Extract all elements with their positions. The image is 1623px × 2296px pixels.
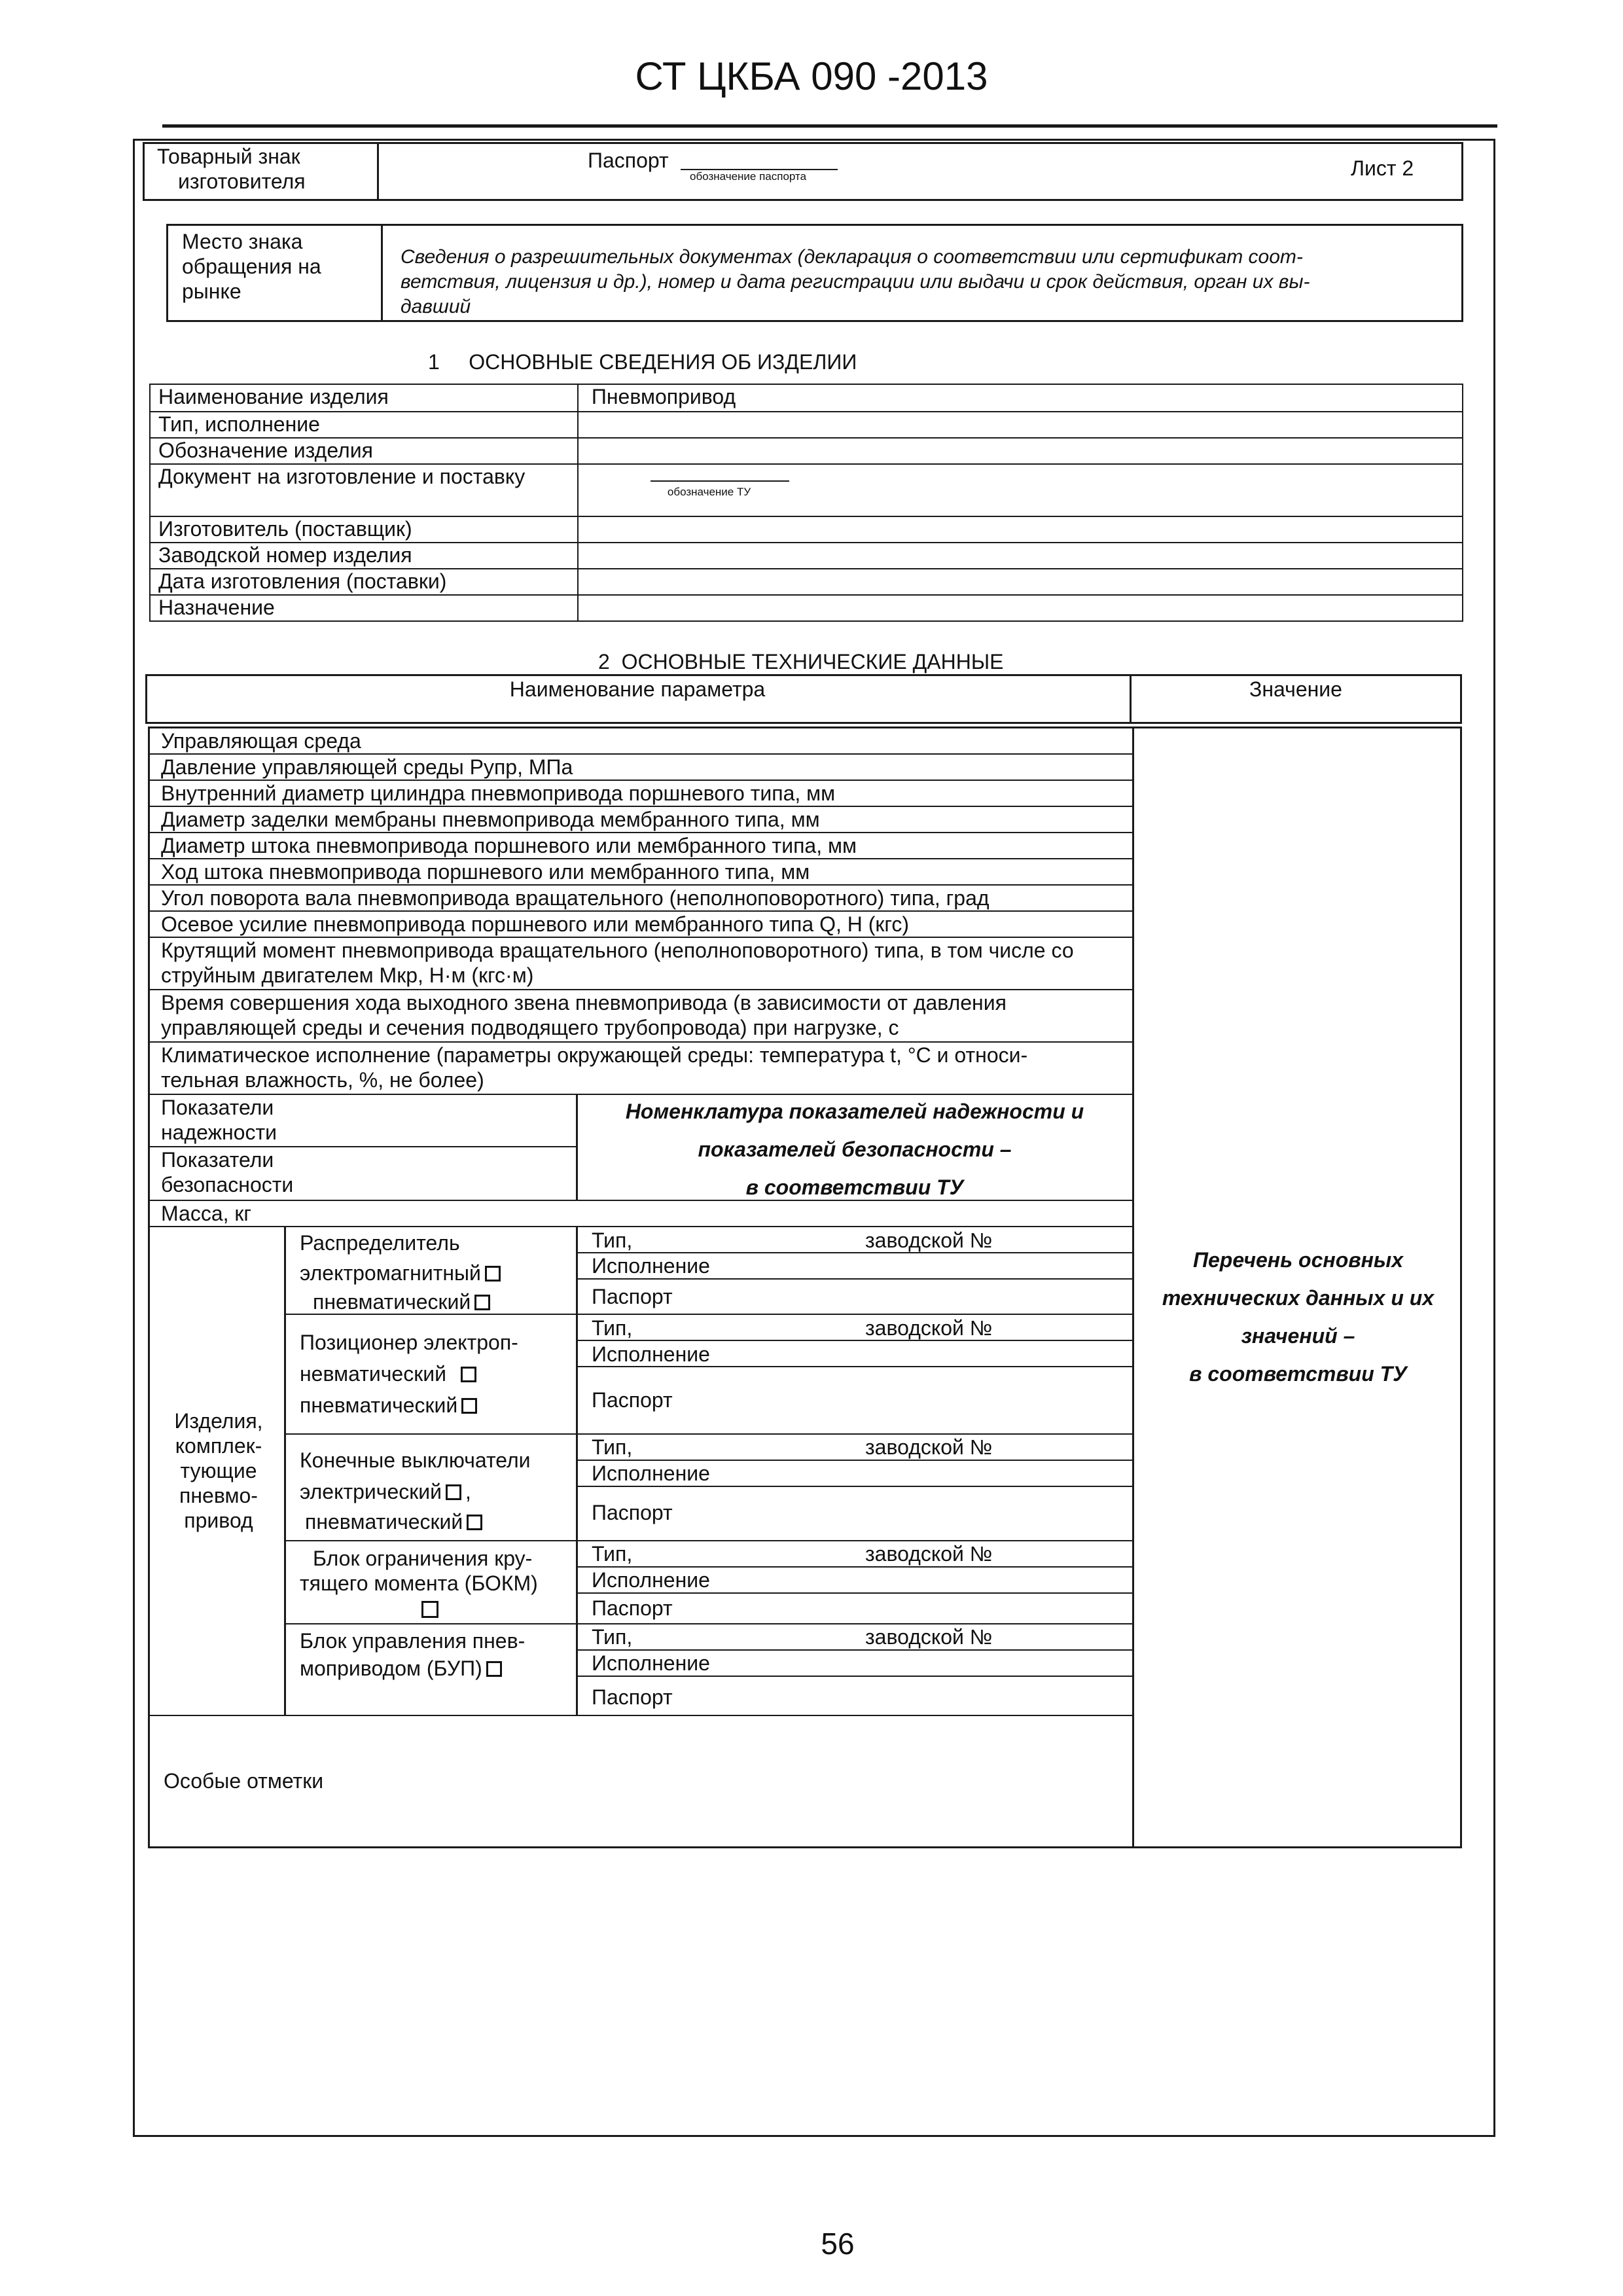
s1-value-designation — [578, 438, 1463, 464]
limit-switches-serial: заводской № — [865, 1435, 993, 1459]
page-number: 56 — [821, 2227, 855, 2261]
limit-switches-name-0: Конечные выключатели — [300, 1448, 531, 1472]
trademark-line2: изготовителя — [178, 170, 306, 193]
sub-row-line — [576, 1278, 1132, 1280]
bokm-type: Тип, — [592, 1542, 633, 1566]
distributor-name-2 — [313, 1289, 490, 1314]
s2-safety-2: безопасности — [161, 1173, 294, 1196]
s1-value-document — [578, 464, 1463, 516]
s2-stroke-1: Время совершения хода выходного звена пневмопривода (в зависимости от давления — [161, 991, 1007, 1014]
market-mark-label-1: Место знака — [182, 230, 303, 253]
positioner-type: Тип, — [592, 1316, 633, 1340]
positioner-passport: Паспорт — [592, 1388, 673, 1412]
s2-param-6: Угол поворота вала пневмопривода вращательного (неполноповоротного) типа, град — [161, 886, 990, 910]
bup-serial: заводской № — [865, 1625, 993, 1649]
components-label-1: комплек- — [175, 1434, 262, 1458]
sub-row-line — [576, 1592, 1132, 1594]
passport-caption: обозначение паспорта — [690, 170, 807, 183]
distributor-serial: заводской № — [865, 1229, 993, 1252]
limit-switches-passport: Паспорт — [592, 1501, 673, 1524]
s2-nomenclature-2: показателей безопасности – — [698, 1138, 1012, 1161]
bup-type: Тип, — [592, 1625, 633, 1649]
tu-fill-line — [651, 480, 789, 482]
s2-nomenclature-1: Номенклатура показателей надежности и — [625, 1100, 1084, 1123]
s2-torque-1: Крутящий момент пневмопривода вращательного (неполноповоротного) типа, в том числе со — [161, 939, 1074, 962]
s1-label-type: Тип, исполнение — [150, 412, 578, 438]
checkbox-distributor-pneumatic[interactable] — [474, 1295, 490, 1310]
market-mark-divider — [381, 224, 383, 322]
s2-param-0: Управляющая среда — [161, 729, 361, 753]
s1-value-manufacturer — [578, 516, 1463, 543]
components-label-3: пневмо- — [179, 1484, 258, 1507]
bokm-name-1: тящего момента (БОКМ) — [300, 1571, 538, 1595]
passport-label: Паспорт — [588, 149, 669, 172]
section1-title: 1 ОСНОВНЫЕ СВЕДЕНИЯ ОБ ИЗДЕЛИИ — [428, 350, 857, 374]
s2-value-note-1: Перечень основных — [1192, 1248, 1404, 1272]
limit-switches-type: Тип, — [592, 1435, 633, 1459]
bokm-version: Исполнение — [592, 1568, 710, 1592]
limit-switches-electric: электрический — [300, 1480, 442, 1503]
standard-title: СТ ЦКБА 090 -2013 — [635, 54, 988, 98]
market-mark-label-3: рынке — [182, 279, 241, 303]
s1-value-date — [578, 569, 1463, 595]
positioner-name-0: Позиционер электроп- — [300, 1331, 518, 1354]
market-mark-text-2: ветствия, лицензия и др.), номер и дата регистрации или выдачи и срок действия, орган их вы- — [401, 271, 1310, 293]
s2-safety-1: Показатели — [161, 1148, 274, 1172]
bup-label: моприводом (БУП) — [300, 1657, 482, 1680]
s1-label-name: Наименование изделия — [150, 384, 578, 412]
market-mark-text-3: давший — [401, 296, 471, 317]
checkbox-bokm[interactable] — [421, 1601, 438, 1618]
s2-value-note-3: значений – — [1241, 1324, 1355, 1348]
sheet-number: Лист 2 — [1351, 156, 1414, 180]
s1-label-manufacturer: Изготовитель (поставщик) — [150, 516, 578, 543]
sub-row-line — [576, 1623, 1132, 1624]
header-rule — [162, 124, 1497, 128]
checkbox-distributor-electromagnetic[interactable] — [485, 1266, 501, 1282]
components-label-4: привод — [184, 1509, 253, 1532]
s1-value-type — [578, 412, 1463, 438]
components-label-0: Изделия, — [174, 1409, 263, 1433]
s2-group-line — [284, 1540, 576, 1541]
s2-mass: Масса, кг — [161, 1202, 252, 1225]
checkbox-positioner-electropneumatic[interactable] — [461, 1367, 476, 1382]
positioner-version: Исполнение — [592, 1342, 710, 1366]
sub-row-line — [576, 1433, 1132, 1435]
market-mark-label-2: обращения на — [182, 255, 321, 278]
s2-param-3: Диаметр заделки мембраны пневмопривода мембранного типа, мм — [161, 808, 820, 831]
s2-param-2: Внутренний диаметр цилиндра пневмопривода поршневого типа, мм — [161, 781, 836, 805]
bokm-name-0: Блок ограничения кру- — [313, 1547, 533, 1570]
distributor-name-1 — [300, 1261, 501, 1285]
positioner-serial: заводской № — [865, 1316, 993, 1340]
positioner-electropneumatic: невматический — [300, 1362, 446, 1386]
bup-name-1 — [300, 1656, 502, 1681]
bokm-serial: заводской № — [865, 1542, 993, 1566]
s1-label-purpose: Назначение — [150, 595, 578, 621]
s2-row-line — [148, 1200, 1132, 1201]
limit-switches-name-1 — [300, 1479, 471, 1504]
bokm-passport: Паспорт — [592, 1596, 673, 1620]
s2-param-7: Осевое усилие пневмопривода поршневого или мембранного типа Q, Н (кгс) — [161, 912, 910, 936]
s2-components-divider-1 — [284, 1226, 286, 1715]
components-label-2: тующие — [180, 1459, 257, 1482]
bup-name-0: Блок управления пнев- — [300, 1629, 526, 1653]
bup-version: Исполнение — [592, 1651, 710, 1675]
s1-label-designation: Обозначение изделия — [150, 438, 578, 464]
s2-climate-2: тельная влажность, %, не более) — [161, 1068, 484, 1092]
distributor-name-0: Распределитель — [300, 1231, 460, 1255]
bup-passport: Паспорт — [592, 1685, 673, 1709]
s2-nomenclature-3: в соответствии ТУ — [745, 1175, 964, 1199]
sub-row-line — [576, 1540, 1132, 1541]
sub-row-line — [576, 1486, 1132, 1487]
special-notes: Особые отметки — [164, 1769, 324, 1793]
limit-switches-pneumatic: пневматический — [305, 1510, 463, 1534]
sub-row-line — [576, 1314, 1132, 1315]
s2-param-5: Ход штока пневмопривода поршневого или мембранного типа, мм — [161, 860, 810, 884]
distributor-passport: Паспорт — [592, 1285, 673, 1308]
s1-value-purpose — [578, 595, 1463, 621]
distributor-type: Тип, — [592, 1229, 633, 1252]
positioner-name-2 — [300, 1393, 477, 1418]
s2-value-note-2: технических данных и их — [1162, 1286, 1435, 1310]
s1-value-serial — [578, 543, 1463, 569]
s1-label-serial: Заводской номер изделия — [150, 543, 578, 569]
s1-label-document: Документ на изготовление и поставку — [150, 464, 578, 516]
s2-value-note-4: в соответствии ТУ — [1189, 1362, 1407, 1386]
section1-table — [149, 384, 1463, 622]
s2-stroke-2: управляющей среды и сечения подводящего трубопровода) при нагрузке, с — [161, 1016, 899, 1039]
s2-row-line — [148, 1715, 1132, 1716]
s2-param-1: Давление управляющей среды Рупр, МПа — [161, 755, 573, 779]
sub-row-line — [576, 1676, 1132, 1677]
positioner-pneumatic: пневматический — [300, 1393, 458, 1417]
s2-climate-1: Климатическое исполнение (параметры окружающей среды: температура t, °С и относи- — [161, 1043, 1028, 1067]
s2-row-line — [148, 1226, 1132, 1227]
distributor-pneumatic: пневматический — [313, 1290, 471, 1314]
s2-reliability-1: Показатели — [161, 1096, 274, 1119]
distributor-version: Исполнение — [592, 1254, 710, 1278]
s2-col-param: Наименование параметра — [509, 677, 766, 701]
sheet-head-divider — [377, 142, 379, 201]
limit-switches-comma: , — [465, 1480, 471, 1503]
checkbox-bup[interactable] — [486, 1661, 502, 1677]
checkbox-positioner-pneumatic[interactable] — [461, 1398, 477, 1414]
market-mark-text-1: Сведения о разрешительных документах (декларация о соответствии или сертификат соот- — [401, 246, 1303, 268]
checkbox-limit-switches-electric[interactable] — [446, 1484, 461, 1500]
limit-switches-version: Исполнение — [592, 1462, 710, 1485]
section2-title: 2 ОСНОВНЫЕ ТЕХНИЧЕСКИЕ ДАННЫЕ — [598, 650, 1004, 673]
s2-components-divider-2 — [576, 1226, 578, 1715]
s1-value-name: Пневмопривод — [578, 384, 1463, 412]
s2-torque-2: струйным двигателем Мкр, Н·м (кгс·м) — [161, 963, 534, 987]
s2-reliability-2: надежности — [161, 1121, 277, 1144]
checkbox-limit-switches-pneumatic[interactable] — [467, 1515, 482, 1530]
s2-group-line — [284, 1433, 576, 1435]
s2-param-4: Диаметр штока пневмопривода поршневого или мембранного типа, мм — [161, 834, 857, 857]
distributor-electromagnetic: электромагнитный — [300, 1261, 481, 1285]
s1-label-date: Дата изготовления (поставки) — [150, 569, 578, 595]
limit-switches-name-2 — [305, 1509, 482, 1534]
trademark-line1: Товарный знак — [157, 145, 300, 168]
s2-row-line — [148, 1094, 1132, 1095]
tu-caption: обозначение ТУ — [667, 486, 751, 498]
sub-row-line — [576, 1340, 1132, 1341]
positioner-name-1 — [300, 1361, 476, 1386]
s2-col-value: Значение — [1249, 677, 1342, 701]
s2-group-line — [284, 1623, 576, 1624]
